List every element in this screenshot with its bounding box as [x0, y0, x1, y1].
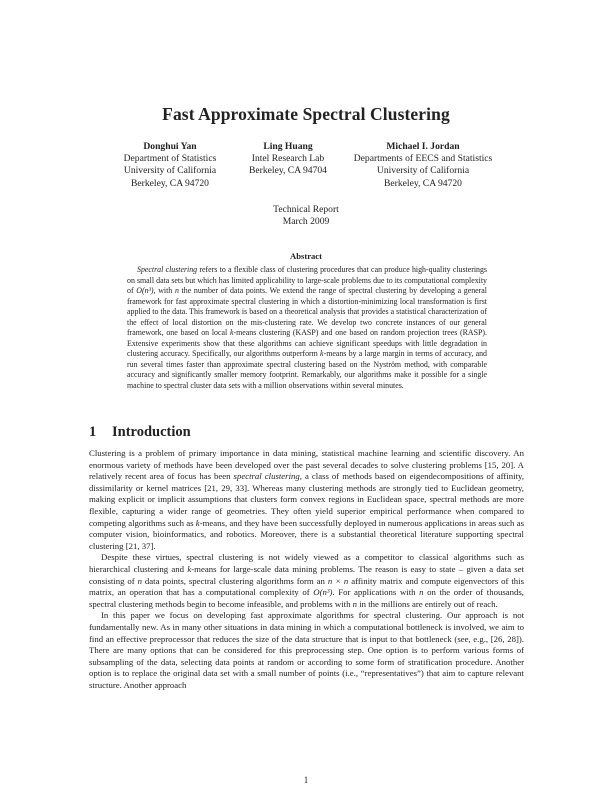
report-type: Technical Report [273, 204, 339, 215]
author-affiliation: Departments of EECS and Statistics [353, 153, 493, 165]
author-name: Michael I. Jordan [386, 141, 460, 152]
page-number: 1 [303, 775, 309, 785]
author-name: Ling Huang [263, 141, 313, 152]
author-affiliation: Berkeley, CA 94704 [249, 165, 327, 177]
author-affiliation: Berkeley, CA 94720 [131, 177, 209, 189]
author-affiliation: University of California [123, 165, 217, 177]
author-affiliation: Department of Statistics [123, 153, 217, 165]
author-affiliation: Intel Research Lab [251, 153, 325, 165]
author-block-1 [110, 141, 230, 190]
paper-title: Fast Approximate Spectral Clustering [162, 104, 450, 124]
author-affiliation: Berkeley, CA 94720 [384, 177, 462, 189]
body-text [89, 448, 524, 691]
paragraph: Despite these virtues, spectral clustering is not widely viewed as a competitor to classical algorithms such as hierarchical clustering and k-means for large-scale data mining problems. The reason is easy to state – given a data set consisting of n data points, spectral clustering algorithms form an n × n affinity matrix and compute eigenvectors of this matrix, an operation that has a computational complexity of O(n³). For applications with n on the order of thousands, spectral clustering methods begin to become infeasible, and problems with n in the millions are entirely out of reach. [89, 552, 525, 609]
section-heading [89, 424, 191, 441]
section-number: 1 [89, 424, 97, 440]
paragraph: Clustering is a problem of primary importance in data mining, statistical machine learning and scientific discovery. An enormous variety of methods have been developed over the past several decades to solve clustering problems [15, 20]. A relatively recent area of focus has been spectral clustering, a class of methods based on eigendecompositions of affinity, dissimilarity or kernel matrices [21, 29, 33]. Whereas many clustering methods are strongly tied to Euclidean geometry, making explicit or implicit assumptions that clusters form convex regions in Euclidean space, spectral methods are more flexible, capturing a wider range of geometries. They often yield superior empirical performance when compared to competing algorithms such as k-means, and they have been successfully deployed in numerous applications in areas such as computer vision, bioinformatics, and robotics. Moreover, there is a substantial theoretical literature supporting spectral clustering [21, 37]. [89, 448, 525, 551]
abstract-lead: Spectral clustering [137, 265, 198, 274]
abstract-text [127, 265, 487, 392]
author-name: Donghui Yan [143, 141, 197, 152]
section-title: Introduction [112, 424, 191, 440]
author-block-3 [340, 141, 506, 190]
report-info [0, 204, 612, 228]
paragraph: In this paper we focus on developing fast approximate algorithms for spectral clustering. Our approach is not fundamentally new. As in many other situations in data mining in which a computational bottleneck is involved, we aim to find an effective preprocessor that reduces the size of the data structure that is input to that bottleneck (see, e.g., [26, 28]). There are many options that can be considered for this preprocessing step. One option is to perform various forms of subsampling of the data, selecting data points at random or according to some form of stratification procedure. Another option is to replace the original data set with a small number of points (i.e., “representatives”) that aim to capture relevant structure. Another approach [89, 610, 524, 690]
author-block-2 [236, 141, 340, 178]
abstract-paragraph: Spectral clustering refers to a flexible class of clustering procedures that can produce high-quality clusterings on small data sets but which has limited applicability to large-scale problems due to its computational complexity of O(n³), with n the number of data points. We extend the range of spectral clustering by developing a general framework for fast approximate spectral clustering in which a distortion-minimizing local transformation is first applied to the data. This framework is based on a theoretical analysis that provides a statistical characterization of the effect of local distortion on the mis-clustering rate. We develop two concrete instances of our general framework, one based on local k-means clustering (KASP) and one based on random projection trees (RASP). Extensive experiments show that these algorithms can achieve significant speedups with little degradation in clustering accuracy. Specifically, our algorithms outperform k-means by a large margin in terms of accuracy, and run several times faster than approximate spectral clustering based on the Nyström method, with comparable accuracy and significantly smaller memory footprint. Remarkably, our algorithms make it possible for a single machine to spectral cluster data sets with a million observations within several minutes. [127, 265, 488, 391]
report-date: March 2009 [282, 216, 330, 227]
author-affiliation: University of California [376, 165, 470, 177]
abstract-heading: Abstract [290, 251, 322, 261]
